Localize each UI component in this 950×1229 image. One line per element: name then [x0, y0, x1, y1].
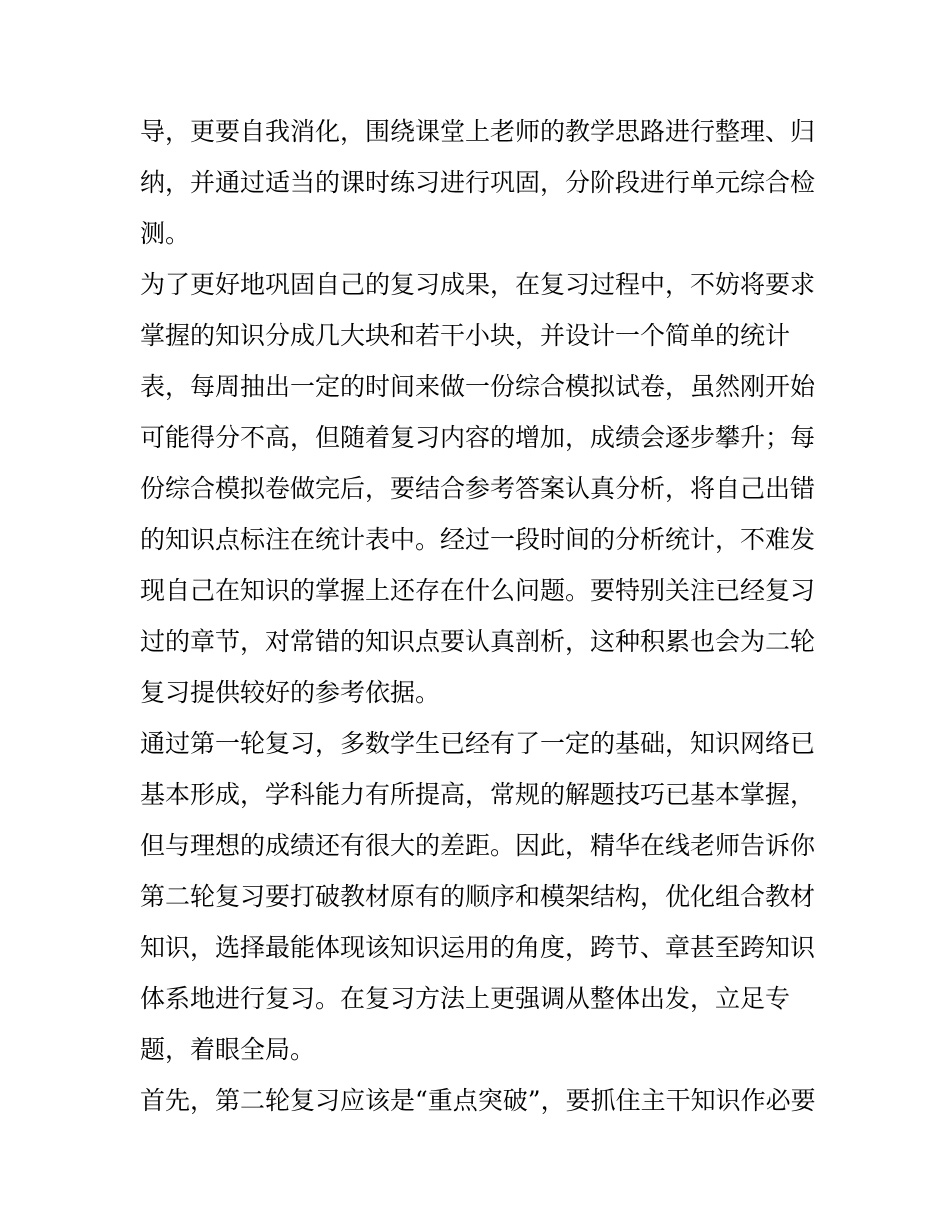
- text-line: 掌握的知识分成几大块和若干小块，并设计一个简单的统计: [140, 321, 791, 350]
- text-line: 纳，并通过适当的课时练习进行巩固，分阶段进行单元综合检: [140, 168, 816, 197]
- paragraph-3: [140, 718, 816, 1075]
- paragraph-4: [140, 1075, 816, 1126]
- text-line: 份综合模拟卷做完后，要结合参考答案认真分析，将自己出错: [140, 474, 816, 503]
- text-line: 通过第一轮复习，多数学生已经有了一定的基础，知识网络已: [140, 729, 816, 758]
- text-line: 表，每周抽出一定的时间来做一份综合模拟试卷，虽然刚开始: [140, 372, 816, 401]
- text-line: 知识，选择最能体现该知识运用的角度，跨节、章甚至跨知识: [140, 933, 816, 962]
- text-line: 测。: [140, 219, 191, 248]
- text-line: 的知识点标注在统计表中。经过一段时间的分析统计，不难发: [140, 525, 816, 554]
- text-line: 体系地进行复习。在复习方法上更强调从整体出发，立足专: [140, 984, 791, 1013]
- text-line: 为了更好地巩固自己的复习成果，在复习过程中，不妨将要求: [140, 270, 816, 299]
- document-body: [140, 106, 816, 1126]
- text-line: 第二轮复习要打破教材原有的顺序和模架结构，优化组合教材: [140, 882, 816, 911]
- paragraph-2: [140, 259, 816, 718]
- text-line: 复习提供较好的参考依据。: [140, 678, 441, 707]
- text-line: 现自己在知识的掌握上还存在什么问题。要特别关注已经复习: [140, 576, 816, 605]
- text-line: 导，更要自我消化，围绕课堂上老师的教学思路进行整理、归: [140, 117, 816, 146]
- text-line: 题，着眼全局。: [140, 1035, 316, 1064]
- paragraph-1: [140, 106, 816, 259]
- text-line: 首先，第二轮复习应该是“重点突破”，要抓住主干知识作必要: [140, 1086, 816, 1115]
- text-line: 基本形成，学科能力有所提高，常规的解题技巧已基本掌握，: [140, 780, 816, 809]
- text-line: 但与理想的成绩还有很大的差距。因此，精华在线老师告诉你: [140, 831, 816, 860]
- text-line: 过的章节，对常错的知识点要认真剖析，这种积累也会为二轮: [140, 627, 816, 656]
- text-line: 可能得分不高，但随着复习内容的增加，成绩会逐步攀升；每: [140, 423, 816, 452]
